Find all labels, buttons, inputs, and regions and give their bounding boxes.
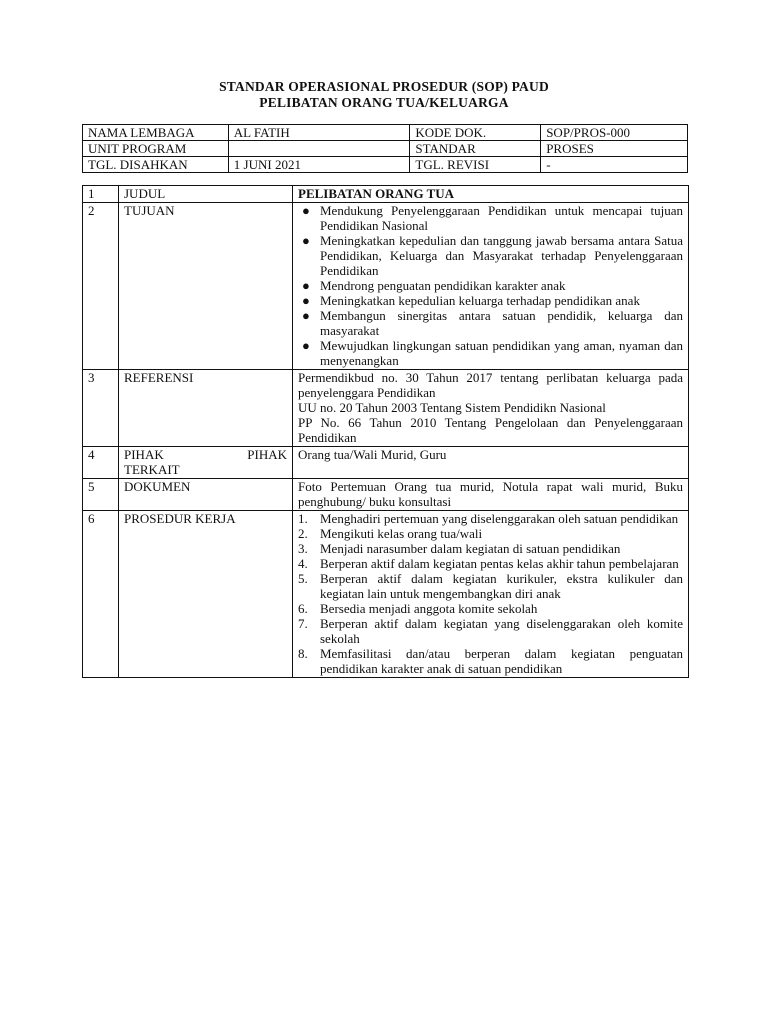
table-row: [83, 186, 689, 203]
table-row: [83, 125, 688, 141]
list-item: ● Membangun sinergitas antara satuan pendidik, keluarga dan masyarakat: [302, 308, 683, 338]
row-value: Orang tua/Wali Murid, Guru: [293, 447, 689, 479]
meta-value: SOP/PROS-000: [541, 125, 688, 141]
table-row: [83, 370, 689, 447]
row-label: TUJUAN: [119, 203, 293, 370]
list-item: 3. Menjadi narasumber dalam kegiatan di satuan pendidikan: [298, 541, 621, 556]
row-number: 6: [83, 511, 119, 678]
row-value: [293, 511, 689, 678]
list-item: 6. Bersedia menjadi anggota komite sekolah: [298, 601, 538, 616]
meta-value: -: [541, 157, 688, 173]
bullet-icon: ●: [302, 293, 310, 308]
list-item: 2. Mengikuti kelas orang tua/wali: [298, 526, 483, 541]
bullet-icon: ●: [302, 203, 310, 218]
row-value: [293, 370, 689, 447]
bullet-icon: ●: [302, 278, 310, 293]
table-row: [83, 479, 689, 511]
list-item: ● Mendrong penguatan pendidikan karakter anak: [302, 278, 566, 293]
list-item: 7. Berperan aktif dalam kegiatan yang diselenggarakan oleh komite sekolah: [298, 616, 683, 646]
meta-label: TGL. REVISI: [410, 157, 541, 173]
procedure-list: [298, 511, 683, 676]
table-row: [83, 511, 689, 678]
objectives-list: [298, 203, 683, 368]
meta-value: AL FATIH: [228, 125, 410, 141]
reference-line: Permendikbud no. 30 Tahun 2017 tentang perlibatan keluarga pada penyelenggara Pendidikan: [298, 370, 683, 400]
row-label: PROSEDUR KERJA: [119, 511, 293, 678]
reference-line: UU no. 20 Tahun 2003 Tentang Sistem Pendidikn Nasional: [298, 400, 606, 415]
document-subtitle: PELIBATAN ORANG TUA/KELUARGA: [259, 95, 509, 110]
row-number: 1: [83, 186, 119, 203]
list-item: 8. Memfasilitasi dan/atau berperan dalam kegiatan penguatan pendidikan karakter anak di satuan pendidikan: [298, 646, 683, 676]
meta-label: TGL. DISAHKAN: [83, 157, 229, 173]
list-item: ● Meningkatkan kepedulian keluarga terhadap pendidikan anak: [302, 293, 640, 308]
list-item: 5. Berperan aktif dalam kegiatan kurikuler, ekstra kulikuler dan kegiatan lain untuk mengembangkan diri anak: [298, 571, 683, 601]
row-label: JUDUL: [119, 186, 293, 203]
table-row: [83, 157, 688, 173]
row-label: DOKUMEN: [119, 479, 293, 511]
table-row: [83, 141, 688, 157]
row-value: Foto Pertemuan Orang tua murid, Notula rapat wali murid, Buku penghubung/ buku konsultasi: [293, 479, 689, 511]
row-number: 5: [83, 479, 119, 511]
meta-label: UNIT PROGRAM: [83, 141, 229, 157]
list-item: ● Mewujudkan lingkungan satuan pendidikan yang aman, nyaman dan menyenangkan: [302, 338, 683, 368]
sop-table: [82, 185, 689, 678]
meta-label: KODE DOK.: [410, 125, 541, 141]
meta-value: [228, 141, 410, 157]
meta-value: PROSES: [541, 141, 688, 157]
meta-label: STANDAR: [410, 141, 541, 157]
list-item: ● Mendukung Penyelenggaraan Pendidikan untuk mencapai tujuan Pendidikan Nasional: [302, 203, 683, 233]
metadata-table: [82, 124, 688, 173]
row-value: PELIBATAN ORANG TUA: [293, 186, 689, 203]
document-title: STANDAR OPERASIONAL PROSEDUR (SOP) PAUD: [219, 79, 549, 94]
row-number: 3: [83, 370, 119, 447]
row-label: PIHAK PIHAK TERKAIT: [119, 447, 293, 479]
meta-value: 1 JUNI 2021: [228, 157, 410, 173]
bullet-icon: ●: [302, 308, 310, 323]
table-row: [83, 447, 689, 479]
list-item: 1. Menghadiri pertemuan yang diselenggarakan oleh satuan pendidikan: [298, 511, 679, 526]
row-value: [293, 203, 689, 370]
row-number: 4: [83, 447, 119, 479]
table-row: [83, 203, 689, 370]
list-item: ● Meningkatkan kepedulian dan tanggung jawab bersama antara Satua Pendidikan, Keluarga dan Masyarakat terhadap Penyelenggaraan Pendidikan: [302, 233, 683, 278]
list-item: 4. Berperan aktif dalam kegiatan pentas kelas akhir tahun pembelajaran: [298, 556, 679, 571]
bullet-icon: ●: [302, 233, 310, 248]
row-number: 2: [83, 203, 119, 370]
meta-label: NAMA LEMBAGA: [83, 125, 229, 141]
row-label: REFERENSI: [119, 370, 293, 447]
bullet-icon: ●: [302, 338, 310, 353]
reference-line: PP No. 66 Tahun 2010 Tentang Pengelolaan dan Penyelenggaraan Pendidikan: [298, 415, 683, 445]
